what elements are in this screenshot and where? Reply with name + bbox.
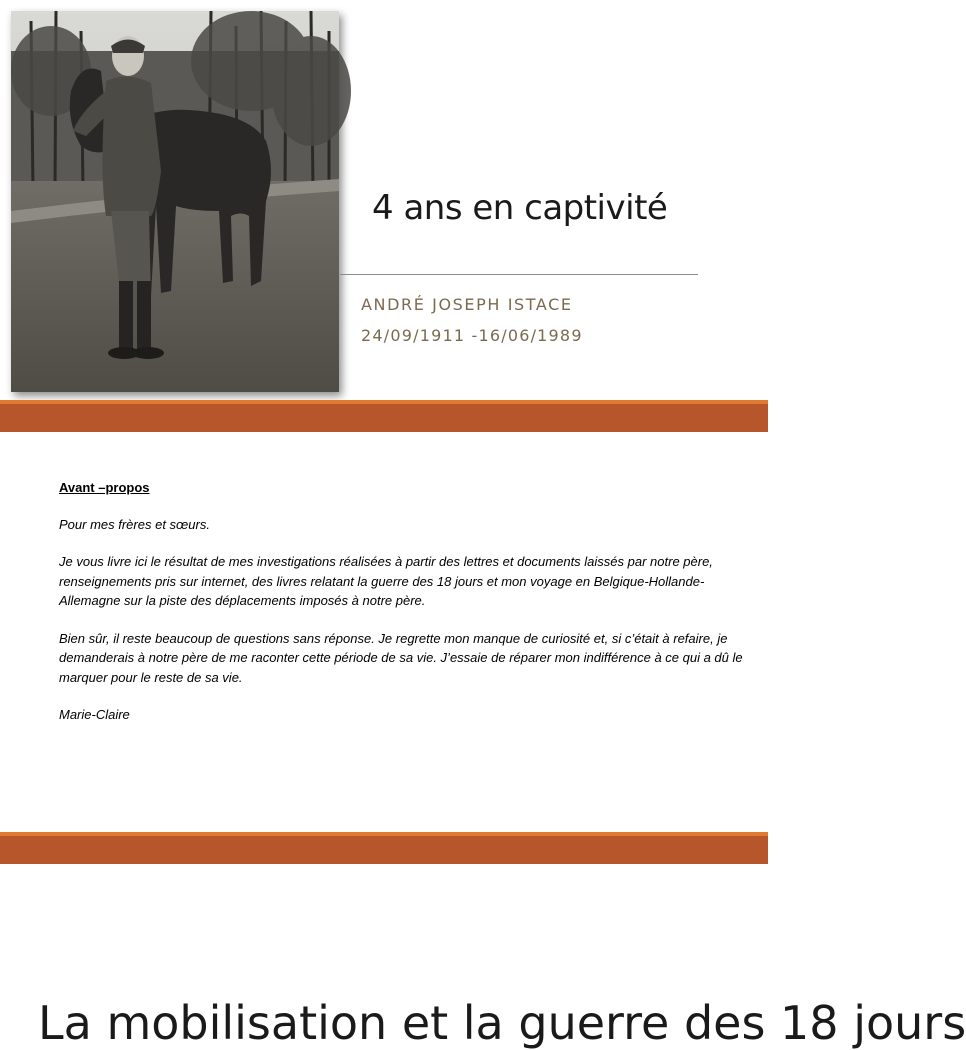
- foreword-heading: Avant –propos: [59, 480, 150, 495]
- presentation-title: 4 ans en captivité: [372, 188, 668, 228]
- foreword-paragraph: Je vous livre ici le résultat de mes investigations réalisées à partir des lettres et documents laissés par notre père, renseignements pris sur internet, des livres relatant la guerre des 18 jours et mon voyage en Belgique-Hollande-Allemagne sur la piste des déplacements imposés à notre père.: [59, 554, 713, 608]
- life-dates: 24/09/1911 -16/06/1989: [361, 326, 583, 345]
- foreword-signature: Marie-Claire: [59, 707, 130, 722]
- author-name: ANDRÉ JOSEPH ISTACE: [361, 295, 573, 314]
- title-divider: [340, 274, 698, 275]
- foreword-dedication: Pour mes frères et sœurs.: [59, 516, 210, 532]
- slide-divider-band: [0, 400, 768, 432]
- slide-divider-band: [0, 832, 768, 864]
- next-slide-title: La mobilisation et la guerre des 18 jours: [38, 996, 966, 1050]
- foreword-section: [59, 478, 759, 743]
- cover-photo: [11, 11, 339, 392]
- foreword-paragraph: Bien sûr, il reste beaucoup de questions sans réponse. Je regrette mon manque de curiosité et, si c’était à refaire, je demanderais à notre père de me raconter cette période de sa vie. J’essaie de réparer mon indifférence à ce qui a dû le marquer pour le reste de sa vie.: [59, 630, 743, 685]
